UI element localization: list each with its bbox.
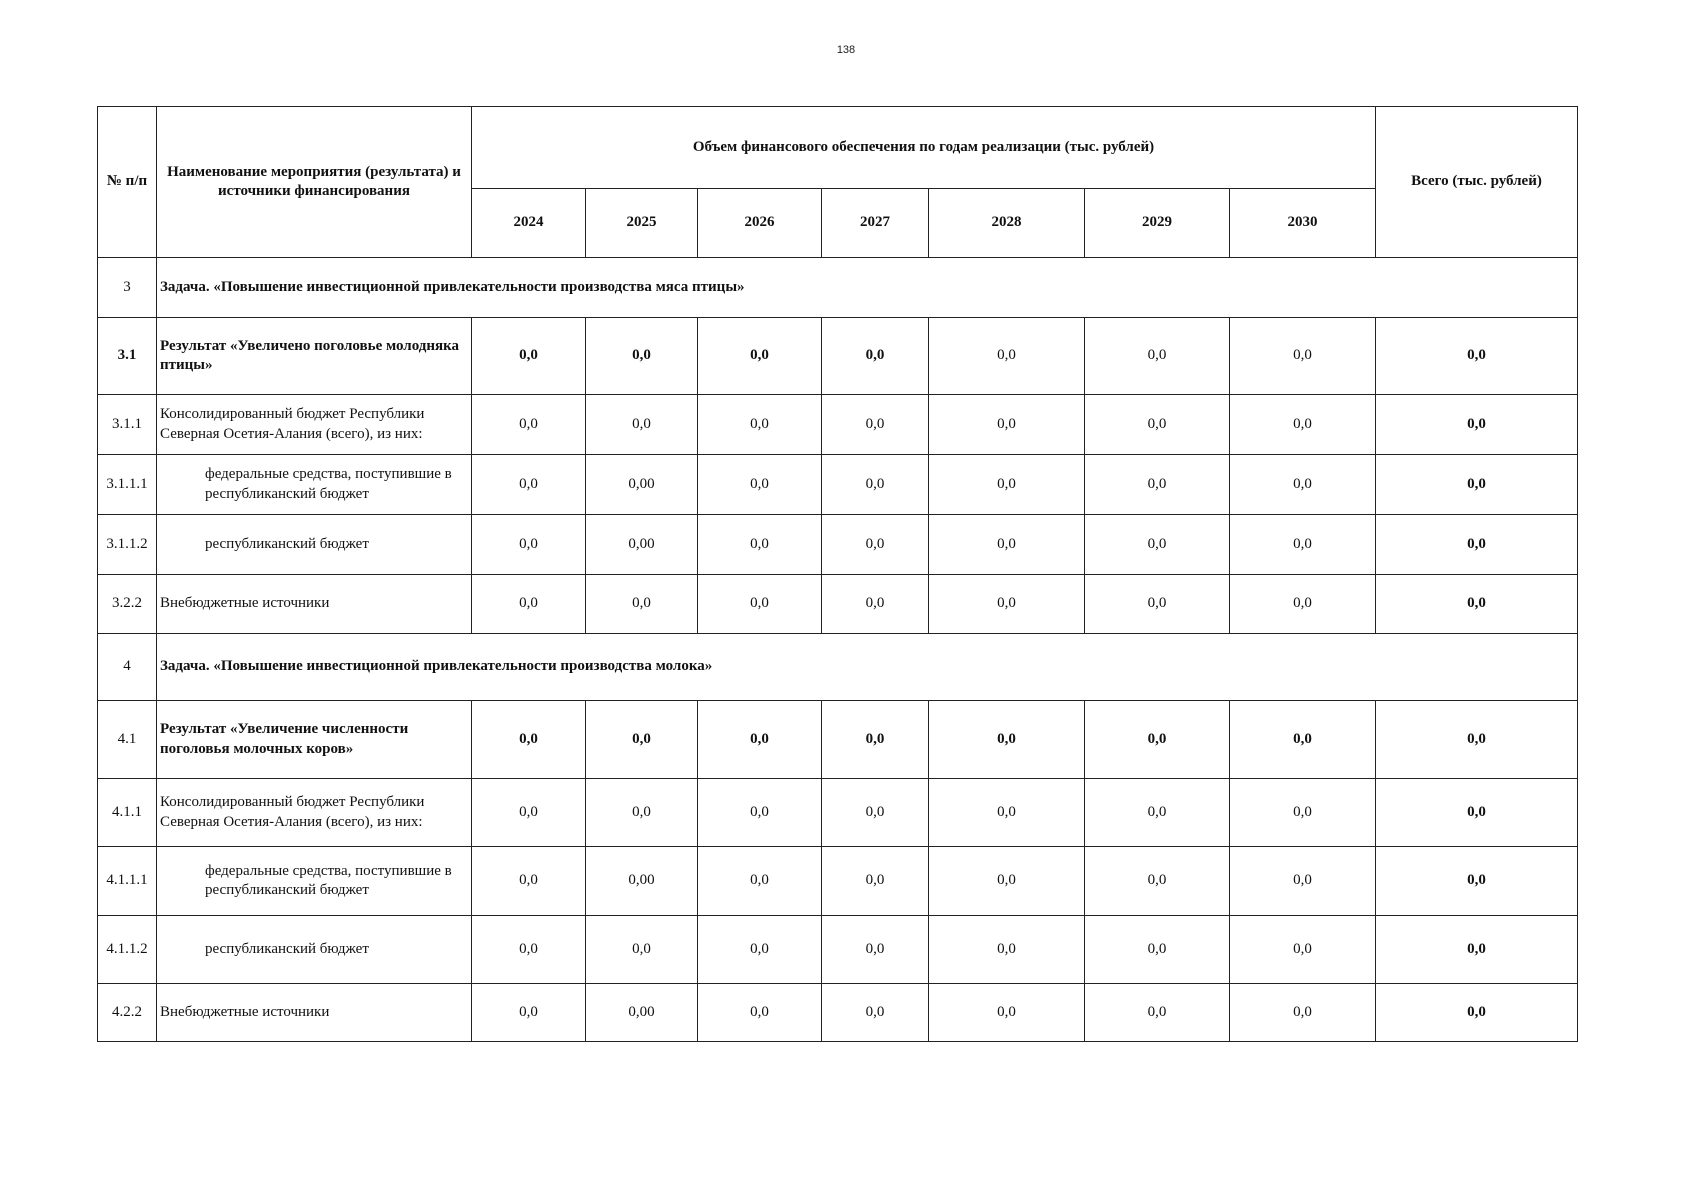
total-cell: 0,0 <box>1376 575 1578 634</box>
table-row <box>98 984 1578 1042</box>
value-cell: 0,0 <box>698 847 822 916</box>
value-cell: 0,0 <box>822 779 929 847</box>
header-num: № п/п <box>98 107 157 258</box>
value-cell: 0,0 <box>822 701 929 779</box>
value-cell: 0,0 <box>822 984 929 1042</box>
value-cell: 0,0 <box>586 575 698 634</box>
value-cell: 0,0 <box>472 779 586 847</box>
value-cell: 0,0 <box>929 395 1085 455</box>
task-title: Задача. «Повышение инвестиционной привлекательности производства молока» <box>157 634 1578 701</box>
value-cell: 0,0 <box>698 984 822 1042</box>
value-cell: 0,00 <box>586 984 698 1042</box>
header-year: 2025 <box>586 189 698 258</box>
value-cell: 0,0 <box>698 455 822 515</box>
value-cell: 0,0 <box>1230 455 1376 515</box>
value-cell: 0,0 <box>586 395 698 455</box>
total-cell: 0,0 <box>1376 779 1578 847</box>
value-cell: 0,0 <box>1085 916 1230 984</box>
row-name: Консолидированный бюджет Республики Северная Осетия-Алания (всего), из них: <box>157 395 472 455</box>
table-row <box>98 847 1578 916</box>
value-cell: 0,0 <box>929 455 1085 515</box>
value-cell: 0,0 <box>1085 847 1230 916</box>
row-name: Результат «Увеличено поголовье молодняка птицы» <box>157 318 472 395</box>
task-row <box>98 634 1578 701</box>
header-volume: Объем финансового обеспечения по годам реализации (тыс. рублей) <box>472 107 1376 189</box>
row-name: федеральные средства, поступившие в республиканский бюджет <box>157 847 472 916</box>
value-cell: 0,0 <box>929 847 1085 916</box>
value-cell: 0,0 <box>1230 395 1376 455</box>
header-year: 2028 <box>929 189 1085 258</box>
row-name: республиканский бюджет <box>157 916 472 984</box>
total-cell: 0,0 <box>1376 395 1578 455</box>
value-cell: 0,0 <box>1230 916 1376 984</box>
total-cell: 0,0 <box>1376 515 1578 575</box>
value-cell: 0,0 <box>586 701 698 779</box>
value-cell: 0,0 <box>1085 575 1230 634</box>
value-cell: 0,00 <box>586 847 698 916</box>
header-row <box>98 107 1578 189</box>
table-row <box>98 916 1578 984</box>
task-row <box>98 258 1578 318</box>
row-number: 4.2.2 <box>98 984 157 1042</box>
value-cell: 0,0 <box>929 779 1085 847</box>
value-cell: 0,0 <box>822 395 929 455</box>
value-cell: 0,0 <box>586 916 698 984</box>
row-name: республиканский бюджет <box>157 515 472 575</box>
row-number: 3.1 <box>98 318 157 395</box>
value-cell: 0,0 <box>929 916 1085 984</box>
value-cell: 0,0 <box>822 515 929 575</box>
value-cell: 0,0 <box>1085 515 1230 575</box>
row-number: 4 <box>98 634 157 701</box>
row-number: 3.1.1.1 <box>98 455 157 515</box>
value-cell: 0,0 <box>472 455 586 515</box>
table-row <box>98 575 1578 634</box>
total-cell: 0,0 <box>1376 318 1578 395</box>
value-cell: 0,0 <box>698 916 822 984</box>
value-cell: 0,0 <box>1085 318 1230 395</box>
value-cell: 0,0 <box>472 318 586 395</box>
row-number: 4.1.1.1 <box>98 847 157 916</box>
table-row <box>98 701 1578 779</box>
row-number: 4.1.1 <box>98 779 157 847</box>
value-cell: 0,0 <box>1230 701 1376 779</box>
value-cell: 0,0 <box>822 916 929 984</box>
row-name: Результат «Увеличение численности поголовья молочных коров» <box>157 701 472 779</box>
header-year: 2026 <box>698 189 822 258</box>
table-row <box>98 318 1578 395</box>
value-cell: 0,0 <box>472 701 586 779</box>
value-cell: 0,0 <box>472 916 586 984</box>
value-cell: 0,0 <box>929 515 1085 575</box>
header-year: 2029 <box>1085 189 1230 258</box>
page-number: 138 <box>836 44 856 56</box>
value-cell: 0,0 <box>698 395 822 455</box>
value-cell: 0,0 <box>1085 455 1230 515</box>
value-cell: 0,0 <box>472 515 586 575</box>
row-number: 3.1.1 <box>98 395 157 455</box>
row-number: 4.1.1.2 <box>98 916 157 984</box>
total-cell: 0,0 <box>1376 847 1578 916</box>
table-row <box>98 515 1578 575</box>
value-cell: 0,0 <box>1085 395 1230 455</box>
value-cell: 0,0 <box>1230 575 1376 634</box>
total-cell: 0,0 <box>1376 455 1578 515</box>
value-cell: 0,0 <box>822 318 929 395</box>
header-year: 2030 <box>1230 189 1376 258</box>
row-name: федеральные средства, поступившие в республиканский бюджет <box>157 455 472 515</box>
table-row <box>98 779 1578 847</box>
value-cell: 0,0 <box>1230 984 1376 1042</box>
value-cell: 0,0 <box>1085 701 1230 779</box>
header-name: Наименование мероприятия (результата) и источники финансирования <box>157 107 472 258</box>
value-cell: 0,0 <box>698 575 822 634</box>
value-cell: 0,0 <box>586 318 698 395</box>
value-cell: 0,0 <box>1230 318 1376 395</box>
value-cell: 0,0 <box>822 847 929 916</box>
row-number: 4.1 <box>98 701 157 779</box>
value-cell: 0,0 <box>698 779 822 847</box>
value-cell: 0,0 <box>1230 515 1376 575</box>
task-title: Задача. «Повышение инвестиционной привлекательности производства мяса птицы» <box>157 258 1578 318</box>
row-number: 3.1.1.2 <box>98 515 157 575</box>
value-cell: 0,0 <box>822 575 929 634</box>
value-cell: 0,0 <box>472 395 586 455</box>
financing-table <box>97 106 1578 1042</box>
value-cell: 0,0 <box>1085 779 1230 847</box>
header-total: Всего (тыс. рублей) <box>1376 107 1578 258</box>
value-cell: 0,0 <box>929 984 1085 1042</box>
value-cell: 0,0 <box>586 779 698 847</box>
value-cell: 0,0 <box>472 984 586 1042</box>
total-cell: 0,0 <box>1376 984 1578 1042</box>
value-cell: 0,0 <box>1230 847 1376 916</box>
value-cell: 0,0 <box>929 318 1085 395</box>
row-name: Внебюджетные источники <box>157 984 472 1042</box>
value-cell: 0,0 <box>929 575 1085 634</box>
header-year: 2027 <box>822 189 929 258</box>
total-cell: 0,0 <box>1376 701 1578 779</box>
header-year: 2024 <box>472 189 586 258</box>
table-row <box>98 395 1578 455</box>
value-cell: 0,0 <box>472 575 586 634</box>
row-number: 3.2.2 <box>98 575 157 634</box>
table-row <box>98 455 1578 515</box>
total-cell: 0,0 <box>1376 916 1578 984</box>
value-cell: 0,0 <box>822 455 929 515</box>
value-cell: 0,0 <box>1230 779 1376 847</box>
value-cell: 0,0 <box>698 515 822 575</box>
row-name: Консолидированный бюджет Республики Северная Осетия-Алания (всего), из них: <box>157 779 472 847</box>
value-cell: 0,0 <box>698 318 822 395</box>
value-cell: 0,00 <box>586 515 698 575</box>
row-number: 3 <box>98 258 157 318</box>
row-name: Внебюджетные источники <box>157 575 472 634</box>
value-cell: 0,00 <box>586 455 698 515</box>
value-cell: 0,0 <box>929 701 1085 779</box>
value-cell: 0,0 <box>1085 984 1230 1042</box>
value-cell: 0,0 <box>698 701 822 779</box>
value-cell: 0,0 <box>472 847 586 916</box>
